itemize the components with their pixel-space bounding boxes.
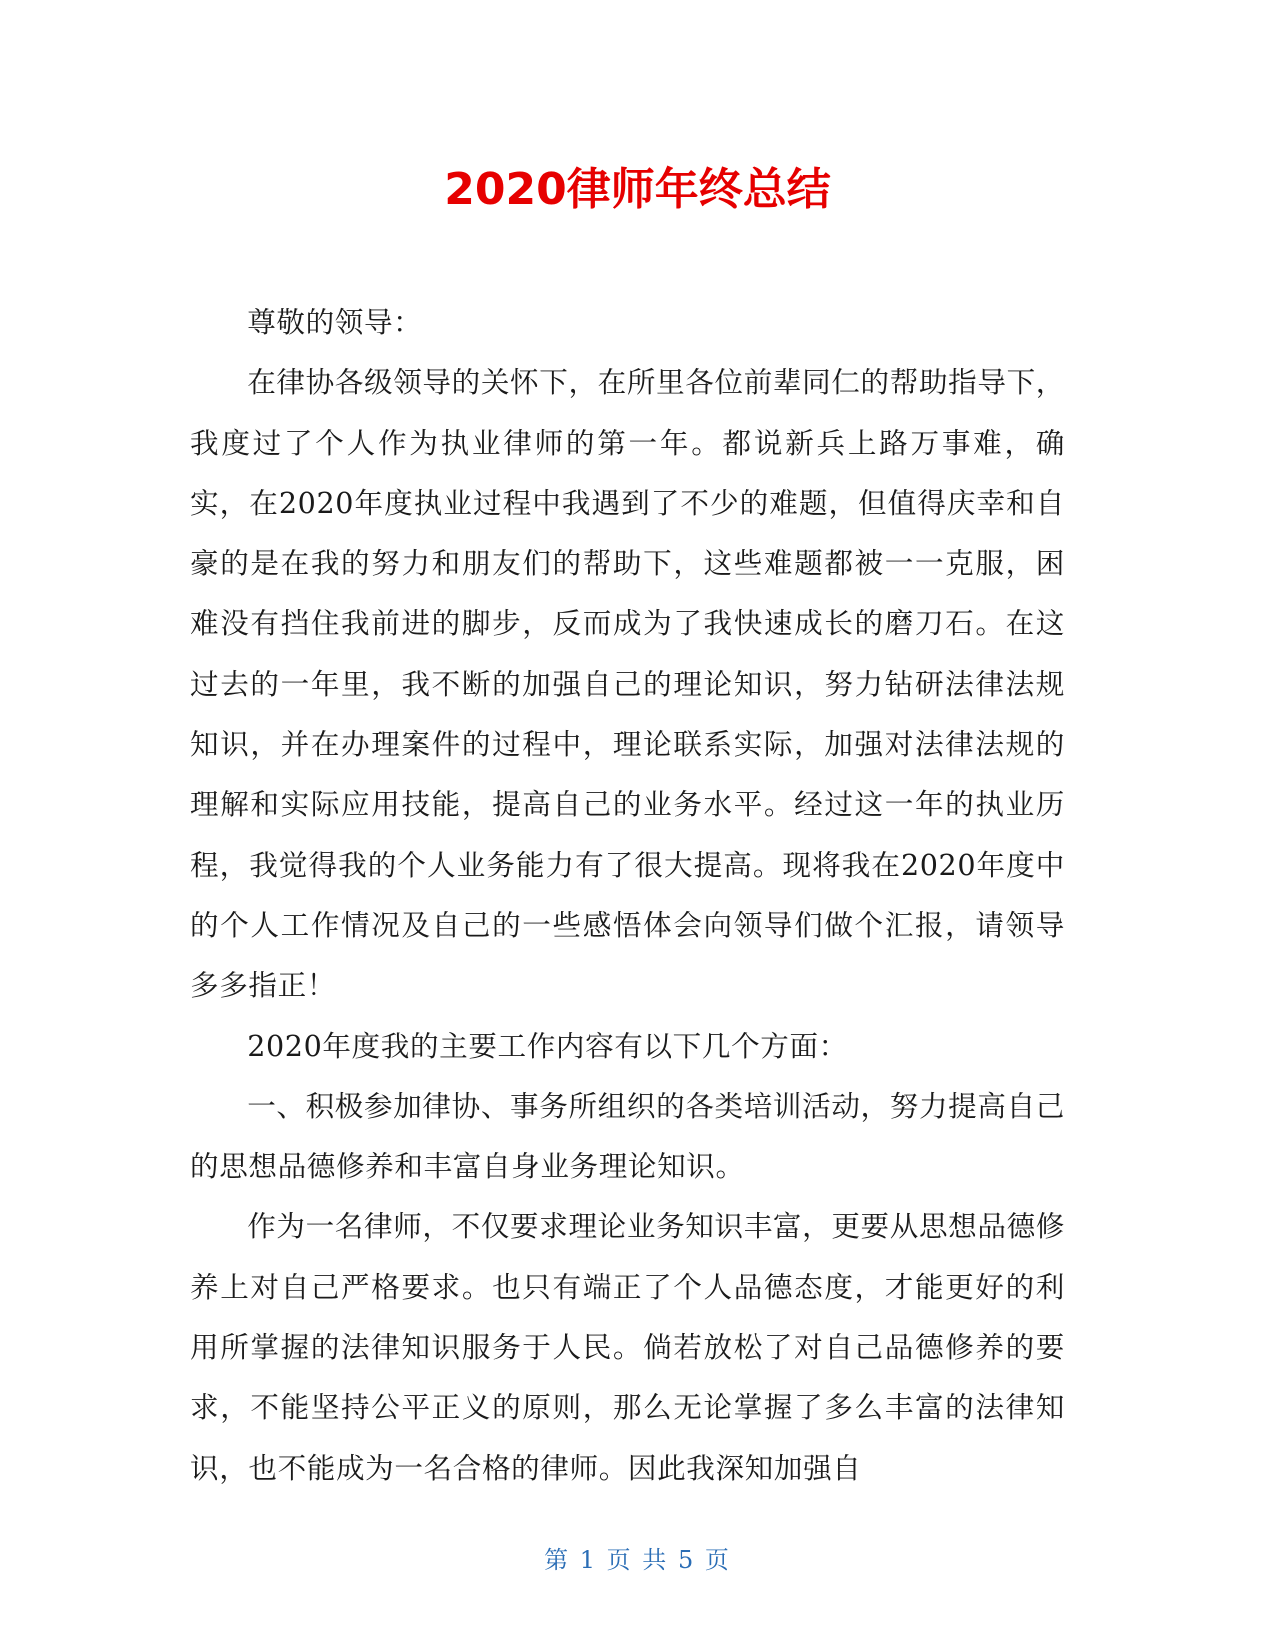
page-number-footer: 第 1 页 共 5 页 [544, 1546, 731, 1574]
section-one-paragraph: 作为一名律师，不仅要求理论业务知识丰富，更要从思想品德修养上对自己严格要求。也只有端正了个人品德态度，才能更好的利用所掌握的法律知识服务于人民。倘若放松了对自己品德修养的要求，不能坚持公平正义的原则，那么无论掌握了多么丰富的法律知识，也不能成为一名合格的律师。因此我深知加强自 [190, 1209, 1065, 1485]
document-title: 2020律师年终总结 [444, 164, 831, 215]
salutation-paragraph: 尊敬的领导： [247, 305, 423, 339]
document-body [190, 292, 1065, 1498]
work-overview-paragraph: 2020年度我的主要工作内容有以下几个方面： [247, 1028, 848, 1063]
intro-paragraph: 在律协各级领导的关怀下，在所里各位前辈同仁的帮助指导下，我度过了个人作为执业律师的第一年。都说新兵上路万事难，确实，在2020年度执业过程中我遇到了不少的难题，但值得庆幸和自豪的是在我的努力和朋友们的帮助下，这些难题都被一一克服，困难没有挡住我前进的脚步，反而成为了我快速成长的磨刀石。在这过去的一年里，我不断的加强自己的理论知识，努力钻研法律法规知识，并在办理案件的过程中，理论联系实际，加强对法律法规的理解和实际应用技能，提高自己的业务水平。经过这一年的执业历程，我觉得我的个人业务能力有了很大提高。现将我在2020年度中的个人工作情况及自己的一些感悟体会向领导们做个汇报，请领导多多指正！ [190, 365, 1065, 1003]
section-one-heading: 一、积极参加律协、事务所组织的各类培训活动，努力提高自己的思想品德修养和丰富自身业务理论知识。 [190, 1088, 1065, 1184]
